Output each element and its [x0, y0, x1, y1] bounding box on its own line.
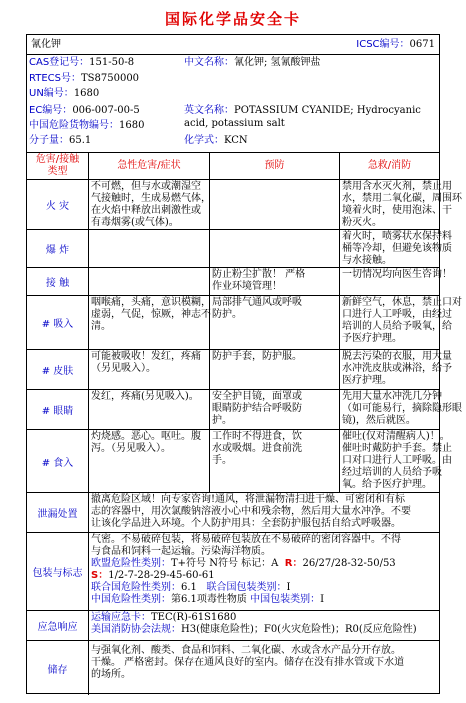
- id-left: [27, 55, 182, 152]
- row-emergency: [27, 611, 439, 641]
- eyes-firstaid: [339, 390, 462, 429]
- eyes-prevention: [209, 390, 339, 429]
- text-line: 清。: [91, 321, 111, 332]
- ingestion-prevention: [209, 430, 339, 492]
- text-line: 催吐(仅对清醒病人)！。: [342, 431, 450, 442]
- text-line: 撤离危险区域！向专家咨询!通风，将泄漏物清扫进干燥、可密闭和有标: [91, 494, 406, 505]
- text-line: 灼烧感。恶心。呕吐。腹: [91, 431, 201, 442]
- text-line: 催吐时戴防护手套。禁止: [342, 443, 452, 454]
- rtecs-number: RTECS号：TS8750000: [29, 73, 140, 84]
- text-line: 可能被吸收！发红，疼痛: [91, 351, 201, 362]
- fire-firstaid: [339, 180, 462, 229]
- text-line: 予医疗护理。: [342, 333, 402, 344]
- skin-firstaid: [339, 350, 452, 389]
- row-storage: [27, 641, 439, 695]
- text-line: 防护手套，防护服。: [212, 351, 302, 362]
- un-number: UN编号：1680: [29, 88, 100, 99]
- english-name-cont: acid, potassium salt: [184, 118, 285, 129]
- inhalation-prevention: [209, 296, 339, 349]
- text-line: 眼睛防护结合呼吸防: [212, 403, 302, 414]
- text-line: 境着火时，使用泡沫、干: [342, 205, 452, 216]
- header-prevention: 预防: [209, 153, 339, 179]
- text-line: 泻。（另见吸入）。: [91, 443, 171, 454]
- fire-hazard: [88, 180, 209, 229]
- text-line: （如可能易行，摘除隐形眼: [342, 403, 462, 414]
- ingestion-firstaid: [339, 430, 452, 492]
- type-eyes: # 眼睛: [41, 406, 74, 417]
- text-line: 干燥。 严格密封。保存在通风良好的室内。储存在没有排水管或下水道: [91, 657, 405, 668]
- ingestion-hazard: [88, 430, 209, 492]
- english-name: 英文名称：POTASSIUM CYANIDE; Hydrocyanic: [184, 105, 421, 116]
- row-contact: [27, 268, 452, 296]
- text-line: 医疗护理。: [342, 375, 392, 386]
- cas-number: CAS登记号：151-50-8: [29, 57, 135, 68]
- text-line: 护。: [212, 415, 232, 426]
- text-line: 与水接触。: [342, 255, 392, 266]
- text-line: 着火时，喷雾状水保持料: [342, 231, 452, 242]
- text-line: 氧。给予医疗护理。: [342, 479, 432, 490]
- card-title: 国际化学品安全卡: [164, 10, 301, 28]
- skin-hazard: [88, 350, 209, 389]
- inhalation-hazard: [88, 296, 209, 349]
- row-explosion: [27, 230, 452, 268]
- chinese-name: 中文名称：氰化钾; 氢氰酸钾盐: [184, 57, 321, 68]
- text-line: 有毒烟雾(或气体)。: [91, 217, 179, 228]
- text-line: 水冲洗皮肤或淋浴，给予: [342, 363, 452, 374]
- ec-number: EC编号：006-007-00-5: [29, 105, 140, 116]
- text-line: 口对口进行人工呼吸。由: [342, 455, 452, 466]
- type-explosion: 爆 炸: [45, 245, 70, 256]
- text-line: （另见吸入）。: [91, 363, 156, 374]
- header-type: 危害/接触 类型: [35, 154, 80, 177]
- card-header: [27, 35, 439, 55]
- icsc-number: ICSC编号：0671: [356, 39, 435, 50]
- type-spill: 泄漏处置: [37, 509, 78, 520]
- molecular-weight: 分子量：65.1: [29, 135, 92, 146]
- text-line: 防止粉尘扩散！ 严格: [212, 269, 306, 280]
- row-packaging: [27, 533, 439, 611]
- skin-prevention: [209, 350, 339, 389]
- text-line: 安全护目镜，面罩或: [212, 391, 302, 402]
- fire-prevention: [209, 180, 339, 229]
- text-line: 粉灭火。: [342, 217, 382, 228]
- chemical-formula: 化学式：KCN: [184, 135, 248, 146]
- text-line: 先用大量水冲洗几分钟: [342, 391, 442, 402]
- type-fire: 火 灾: [45, 201, 70, 212]
- hazard-table-header: [27, 153, 439, 180]
- text-line: 与强氧化剂、酸类、食品和饲料、二氧化碳、水或含水产品分开存放。: [91, 645, 401, 656]
- text-line: 禁用含水灭火剂，禁止用: [342, 181, 452, 192]
- text-line: 水或吸烟。进食前洗: [212, 443, 302, 454]
- text-line: 作业环境管理！: [212, 281, 282, 292]
- header-firstaid: 急救/消防: [339, 153, 439, 179]
- row-eyes: [27, 390, 462, 430]
- identification-block: [27, 55, 439, 153]
- id-right: [182, 55, 439, 152]
- text-line: 口进行人工呼吸，由经过: [342, 309, 452, 320]
- explosion-prevention: [209, 230, 339, 267]
- text-line: 不可燃，但与水或潮湿空: [91, 181, 201, 192]
- text-line: 虚弱，气促，惊厥，神志不: [91, 309, 211, 320]
- row-inhalation: [27, 296, 462, 350]
- text-line: 一切情况均向医生咨询！: [342, 269, 452, 280]
- explosion-hazard: [88, 230, 209, 267]
- storage-text: [88, 641, 439, 695]
- text-line: 脱去污染的衣服，用大量: [342, 351, 452, 362]
- type-inhalation: # 吸入: [41, 319, 74, 330]
- explosion-firstaid: [339, 230, 452, 267]
- chemical-name: 氰化钾: [31, 39, 61, 50]
- text-line: 经过培训的人员给予吸: [342, 467, 442, 478]
- inhalation-firstaid: [339, 296, 462, 349]
- text-line: 气接触时，生成易燃气体，: [91, 193, 211, 204]
- text-line: 的场所。: [91, 669, 131, 680]
- spill-text: [88, 493, 439, 532]
- row-ingestion: [27, 430, 452, 493]
- emergency-text: 运输应急卡：TEC(R)-61S1680 美国消防协会法规：H3(健康危险性)；F0(火灾危险性)；R0(反应危险性): [88, 611, 439, 640]
- row-skin: [27, 350, 452, 390]
- type-packaging: 包装与标志: [32, 568, 83, 579]
- type-storage: 储存: [47, 664, 68, 676]
- text-line: 让该化学品进入环境。个人防护用具：全套防护服包括自给式呼吸器。: [91, 518, 401, 529]
- contact-firstaid: [339, 268, 452, 295]
- text-line: 培训的人员给予吸氧，给: [342, 321, 452, 332]
- text-line: 防护。: [212, 309, 242, 320]
- type-emergency: 应急响应: [37, 622, 78, 633]
- text-line: 新鲜空气，休息，禁止口对: [342, 297, 462, 308]
- type-skin: # 皮肤: [41, 366, 74, 377]
- eyes-hazard: [88, 390, 209, 429]
- header-hazard: 急性危害/症状: [88, 153, 209, 179]
- row-spill: [27, 493, 439, 533]
- text-line: 在火焰中释放出刺激性或: [91, 205, 201, 216]
- text-line: 镜)，然后就医。: [342, 415, 416, 426]
- text-line: 发红，疼痛(另见吸入)。: [91, 391, 199, 402]
- cn-dangerous-goods-number: 中国危险货物编号：1680: [29, 120, 145, 131]
- text-line: 志的容器中，用次氯酸钠溶液小心中和残余物，然后用大量水冲净。不要: [91, 506, 411, 517]
- packaging-text: 气密。不易破碎包装，将易破碎包装放在不易破碎的密闭容器中。不得 与食品和饲料一起运输。污染海洋物质。 欧盟危险性类别：T+符号 N符号 标记：A R：26/27/28-32-50/53 S：1/2-7-28-29-45-60-61 联合国危险性类别：6.1 联合国包装类别：I 中国危险性类别：第6.1项毒性物质 中国包装类别：I: [88, 533, 439, 610]
- text-line: 桶等冷却，但避免该物质: [342, 243, 452, 254]
- safety-card: [26, 34, 462, 694]
- text-line: 手。: [212, 455, 232, 466]
- text-line: 咽喉痛，头痛，意识模糊，: [91, 297, 211, 308]
- contact-hazard: [88, 268, 209, 295]
- type-contact: 接 触: [45, 278, 70, 289]
- row-fire: [27, 180, 462, 230]
- contact-prevention: [209, 268, 339, 295]
- type-ingestion: # 食入: [41, 457, 74, 469]
- text-line: 工作时不得进食，饮: [212, 431, 302, 442]
- text-line: 局部排气通风或呼吸: [212, 297, 302, 308]
- text-line: 水，禁用二氧化碳，周围环: [342, 193, 462, 204]
